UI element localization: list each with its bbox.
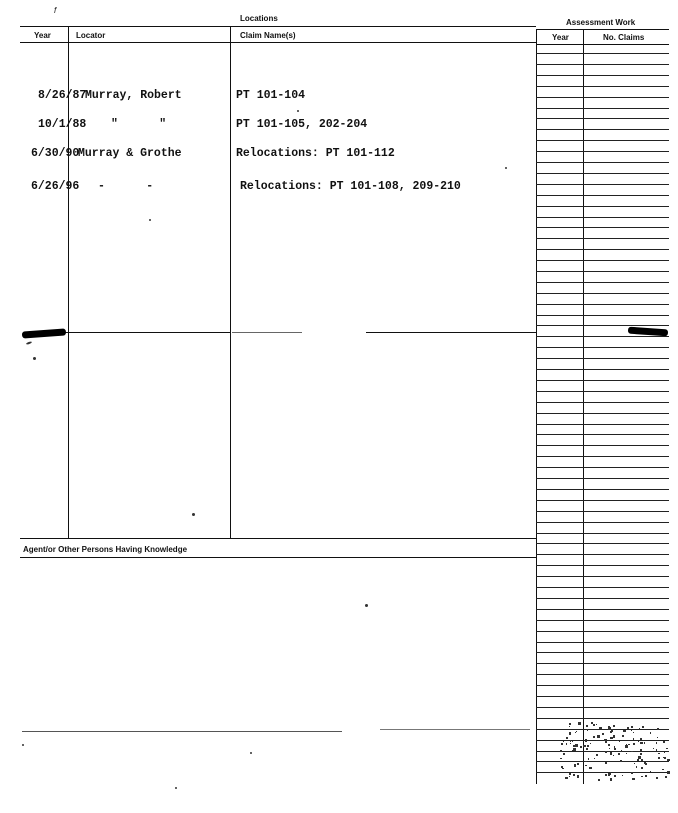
scan-noise-dot (613, 755, 614, 756)
scan-noise-dot (657, 737, 658, 738)
scan-noise-dot (617, 740, 618, 741)
scan-noise-dot (613, 726, 615, 728)
locator-claims-divider (230, 26, 231, 538)
header-bottom-rule (20, 42, 536, 43)
scan-noise-dot (594, 758, 595, 759)
ledger-row-rule (536, 631, 669, 632)
scan-noise-dot (632, 778, 635, 781)
scan-noise-dot (605, 762, 607, 764)
scan-noise-dot (578, 722, 581, 725)
scan-noise-dot (577, 775, 579, 777)
scan-noise-dot (608, 726, 611, 729)
scan-noise-dot (602, 733, 604, 735)
middle-rule-right (366, 332, 536, 333)
agent-section-label: Agent/or Other Persons Having Knowledge (23, 545, 188, 554)
scan-noise-dot (641, 776, 643, 778)
scan-speck (250, 752, 252, 754)
scan-noise-dot (614, 748, 616, 750)
scan-noise-dot (640, 753, 642, 755)
ledger-row-rule (536, 663, 669, 664)
ledger-row-rule (536, 620, 669, 621)
ledger-row-rule (536, 304, 669, 305)
ledger-row-rule (536, 489, 669, 490)
scan-noise-dot (658, 757, 660, 759)
scan-noise-dot (637, 759, 639, 761)
scan-noise-dot (610, 737, 613, 740)
ledger-row-rule (536, 140, 669, 141)
agent-section-rule (20, 557, 536, 558)
scan-noise-dot (597, 735, 600, 738)
ledger-row-rule (536, 369, 669, 370)
scan-noise-dot (645, 775, 647, 777)
ledger-row-rule (536, 260, 669, 261)
ledger-row-rule (536, 652, 669, 653)
header-top-rule (20, 26, 536, 27)
entry-year-2: 10/1/88 (38, 118, 87, 131)
ledger-row-rule (536, 696, 669, 697)
scan-noise-dot (605, 740, 608, 743)
scan-noise-dot (656, 777, 658, 779)
scan-noise-dot (580, 746, 582, 748)
scan-noise-dot (586, 748, 588, 750)
ledger-row-rule (536, 434, 669, 435)
scan-noise-dot (561, 743, 563, 745)
scan-noise-dot (569, 726, 570, 727)
scan-noise-dot (570, 743, 571, 744)
ledger-row-rule (536, 162, 669, 163)
ledger-row-rule (536, 108, 669, 109)
ledger-row-rule (536, 391, 669, 392)
scan-noise-dot (667, 760, 668, 761)
scan-noise-dot (587, 729, 589, 731)
entry-year-1: 8/26/87 (38, 89, 87, 102)
scan-noise-dot (591, 722, 593, 724)
scan-noise-dot (623, 730, 625, 732)
scan-noise-dot (587, 745, 589, 747)
ledger-row-rule (536, 97, 669, 98)
scan-noise-dot (631, 730, 632, 731)
scan-noise-dot (625, 745, 628, 748)
scan-noise-dot (667, 771, 670, 774)
scan-noise-dot (608, 744, 610, 746)
scan-noise-dot (599, 727, 602, 730)
ledger-row-rule (536, 336, 669, 337)
scan-speck (149, 219, 151, 221)
ledger-row-rule (536, 565, 669, 566)
scan-noise-dot (586, 725, 588, 727)
scan-noise-dot (609, 748, 611, 750)
scan-noise-dot (633, 738, 634, 739)
scan-noise-dot (657, 728, 659, 730)
ledger-row-rule (536, 511, 669, 512)
ledger-row-rule (536, 729, 669, 730)
ledger-row-rule (536, 456, 669, 457)
scan-noise-dot (570, 740, 572, 742)
ledger-row-rule (536, 173, 669, 174)
column-header-claim-names: Claim Name(s) (240, 31, 296, 40)
scan-noise-dot (663, 741, 665, 743)
scan-noise-dot (642, 726, 644, 728)
ledger-row-rule (536, 75, 669, 76)
scan-noise-dot (653, 748, 654, 749)
entry-locator-3: Murray & Grothe (78, 147, 182, 160)
scan-noise-dot (631, 772, 633, 774)
scan-noise-dot (656, 742, 658, 744)
scan-noise-dot (585, 761, 586, 762)
scan-noise-dot (590, 743, 592, 745)
ledger-row-rule (536, 238, 669, 239)
scan-noise-dot (563, 753, 565, 755)
ledger-row-rule (536, 64, 669, 65)
middle-rule-center (232, 332, 302, 333)
scan-speck (192, 513, 195, 516)
scan-noise-dot (620, 760, 622, 762)
ledger-row-rule (536, 184, 669, 185)
scan-speck (365, 604, 368, 607)
scan-smear-left (22, 328, 66, 338)
ledger-row-rule (536, 129, 669, 130)
scan-noise-dot (640, 738, 643, 741)
scan-noise-dot (608, 773, 610, 775)
scan-noise-dot (656, 749, 658, 751)
scan-noise-dot (610, 752, 613, 755)
entry-year-4: 6/26/96 (31, 180, 80, 193)
scan-noise-dot (641, 759, 643, 761)
scan-noise-dot (640, 742, 643, 745)
ledger-row-rule (536, 533, 669, 534)
scan-noise-dot (664, 752, 665, 753)
scan-noise-dot (585, 739, 588, 742)
entry-claims-3: Relocations: PT 101-112 (236, 147, 395, 160)
scan-noise-dot (658, 753, 660, 755)
scan-noise-dot (584, 745, 585, 746)
ledger-row-rule (536, 325, 669, 326)
scan-speck (175, 787, 177, 789)
locations-bottom-rule (20, 538, 536, 539)
scan-noise-dot (569, 723, 571, 725)
scan-noise-dot (638, 756, 641, 759)
ledger-row-rule (536, 445, 669, 446)
ledger-row-rule (536, 227, 669, 228)
assessment-work-title: Assessment Work (566, 18, 636, 27)
scan-noise-dot (627, 727, 629, 729)
entry-year-3: 6/30/90 (31, 147, 80, 160)
scan-speck (33, 357, 36, 360)
scan-noise-dot (562, 768, 564, 770)
locations-assessment-divider (536, 29, 537, 784)
scan-noise-dot (618, 753, 621, 756)
ledger-row-rule (536, 685, 669, 686)
scan-speck (26, 341, 32, 345)
assessment-top-rule (536, 29, 669, 30)
scan-noise-dot (588, 758, 590, 760)
scan-noise-dot (605, 751, 607, 753)
scan-noise-dot (593, 736, 595, 738)
scan-noise-dot (610, 731, 612, 733)
scan-noise-dot (560, 750, 562, 752)
scan-noise-dot (622, 775, 623, 776)
scan-noise-dot (589, 767, 592, 770)
assessment-year-claims-divider (583, 29, 584, 784)
entry-locator-4: - - (98, 180, 154, 193)
column-header-assessment-year: Year (552, 33, 569, 42)
entry-claims-1: PT 101-104 (236, 89, 306, 102)
scan-noise-dot (644, 762, 645, 763)
ledger-row-rule (536, 249, 669, 250)
scan-noise-dot (566, 737, 568, 739)
scan-noise-dot (574, 764, 577, 767)
ledger-row-rule (536, 151, 669, 152)
scan-noise-dot (644, 742, 646, 744)
ledger-row-rule (536, 424, 669, 425)
scan-noise-dot (569, 734, 570, 735)
scan-noise-dot (575, 744, 578, 747)
scan-noise-dot (634, 763, 635, 764)
middle-rule-left (40, 332, 230, 333)
bottom-faded-rule-right (380, 729, 530, 730)
ledger-row-rule (536, 707, 669, 708)
ledger-row-rule (536, 271, 669, 272)
ledger-row-rule (536, 293, 669, 294)
scan-speck (505, 167, 507, 169)
scan-noise-dot (639, 728, 641, 730)
locations-title: Locations (240, 14, 278, 23)
ledger-row-rule (536, 609, 669, 610)
scan-noise-dot (560, 758, 561, 759)
scan-noise-dot (633, 743, 636, 746)
scan-noise-dot (605, 774, 607, 776)
scan-noise-dot (577, 763, 579, 765)
scan-noise-dot (631, 751, 632, 752)
scan-speck (297, 110, 299, 112)
ledger-row-rule (536, 402, 669, 403)
scan-noise-dot (573, 774, 575, 776)
ledger-row-rule (536, 751, 669, 752)
scan-noise-dot (641, 767, 643, 769)
corner-mark: f (54, 6, 57, 15)
scan-noise-dot (572, 750, 574, 752)
scan-noise-dot (636, 766, 637, 767)
scan-noise-dot (638, 741, 639, 742)
ledger-row-rule (536, 118, 669, 119)
scan-noise-dot (598, 779, 601, 782)
scan-noise-dot (628, 744, 630, 746)
scan-noise-dot (633, 732, 634, 733)
ledger-row-rule (536, 86, 669, 87)
ledger-row-rule (536, 554, 669, 555)
scan-noise-dot (631, 726, 633, 728)
column-header-year: Year (34, 31, 51, 40)
scan-noise-dot (585, 765, 587, 767)
ledger-row-rule (536, 347, 669, 348)
assessment-header-bottom-rule (536, 44, 669, 45)
ledger-row-rule (536, 206, 669, 207)
scan-noise-dot (572, 741, 573, 742)
ledger-row-rule (536, 282, 669, 283)
ledger-row-rule (536, 543, 669, 544)
ledger-row-rule (536, 478, 669, 479)
scan-noise-dot (619, 741, 620, 742)
ledger-row-rule (536, 718, 669, 719)
ledger-row-rule (536, 195, 669, 196)
scan-noise-dot (640, 749, 642, 751)
entry-claims-4: Relocations: PT 101-108, 209-210 (240, 180, 461, 193)
ledger-row-rule (536, 740, 669, 741)
ledger-row-rule (536, 315, 669, 316)
ledger-row-rule (536, 500, 669, 501)
entry-locator-2: " " (111, 118, 167, 131)
ledger-row-rule (536, 587, 669, 588)
scan-noise-dot (593, 724, 595, 726)
ledger-row-rule (536, 674, 669, 675)
scan-noise-dot (569, 732, 571, 734)
year-locator-divider (68, 26, 69, 538)
scan-noise-dot (621, 750, 622, 751)
scan-noise-dot (650, 771, 651, 772)
ledger-row-rule (536, 761, 669, 762)
scan-noise-dot (613, 735, 615, 737)
scan-noise-dot (665, 776, 668, 779)
scan-smear-right (628, 327, 668, 337)
ledger-row-rule (536, 522, 669, 523)
entry-claims-2: PT 101-105, 202-204 (236, 118, 368, 131)
ledger-row-rule (536, 642, 669, 643)
scan-noise-dot (662, 769, 664, 771)
ledger-row-rule (536, 598, 669, 599)
bottom-faded-rule (22, 731, 342, 732)
scan-noise-dot (596, 754, 598, 756)
scan-noise-dot (663, 757, 664, 758)
scan-noise-dot (596, 724, 597, 725)
scan-noise-dot (626, 744, 627, 745)
column-header-locator: Locator (76, 31, 106, 40)
entry-locator-1: Murray, Robert (85, 89, 182, 102)
scan-noise-dot (566, 743, 568, 745)
scan-noise-dot (610, 772, 611, 773)
scan-noise-dot (576, 731, 578, 733)
scan-speck (22, 744, 24, 746)
scan-noise-dot (626, 753, 627, 754)
ledger-row-rule (536, 467, 669, 468)
scan-noise-dot (622, 735, 624, 737)
scan-noise-dot (666, 748, 668, 750)
ledger-row-rule (536, 53, 669, 54)
ledger-row-rule (536, 380, 669, 381)
scan-noise-dot (650, 732, 652, 734)
ledger-row-rule (536, 217, 669, 218)
scan-noise-dot (614, 775, 616, 777)
ledger-row-rule (536, 413, 669, 414)
ledger-row-rule (536, 576, 669, 577)
scan-noise-dot (664, 757, 666, 759)
scan-noise-dot (569, 776, 571, 778)
scan-noise-dot (610, 778, 613, 781)
ledger-row-rule (536, 358, 669, 359)
column-header-number-of-claims: No. Claims (603, 33, 645, 42)
